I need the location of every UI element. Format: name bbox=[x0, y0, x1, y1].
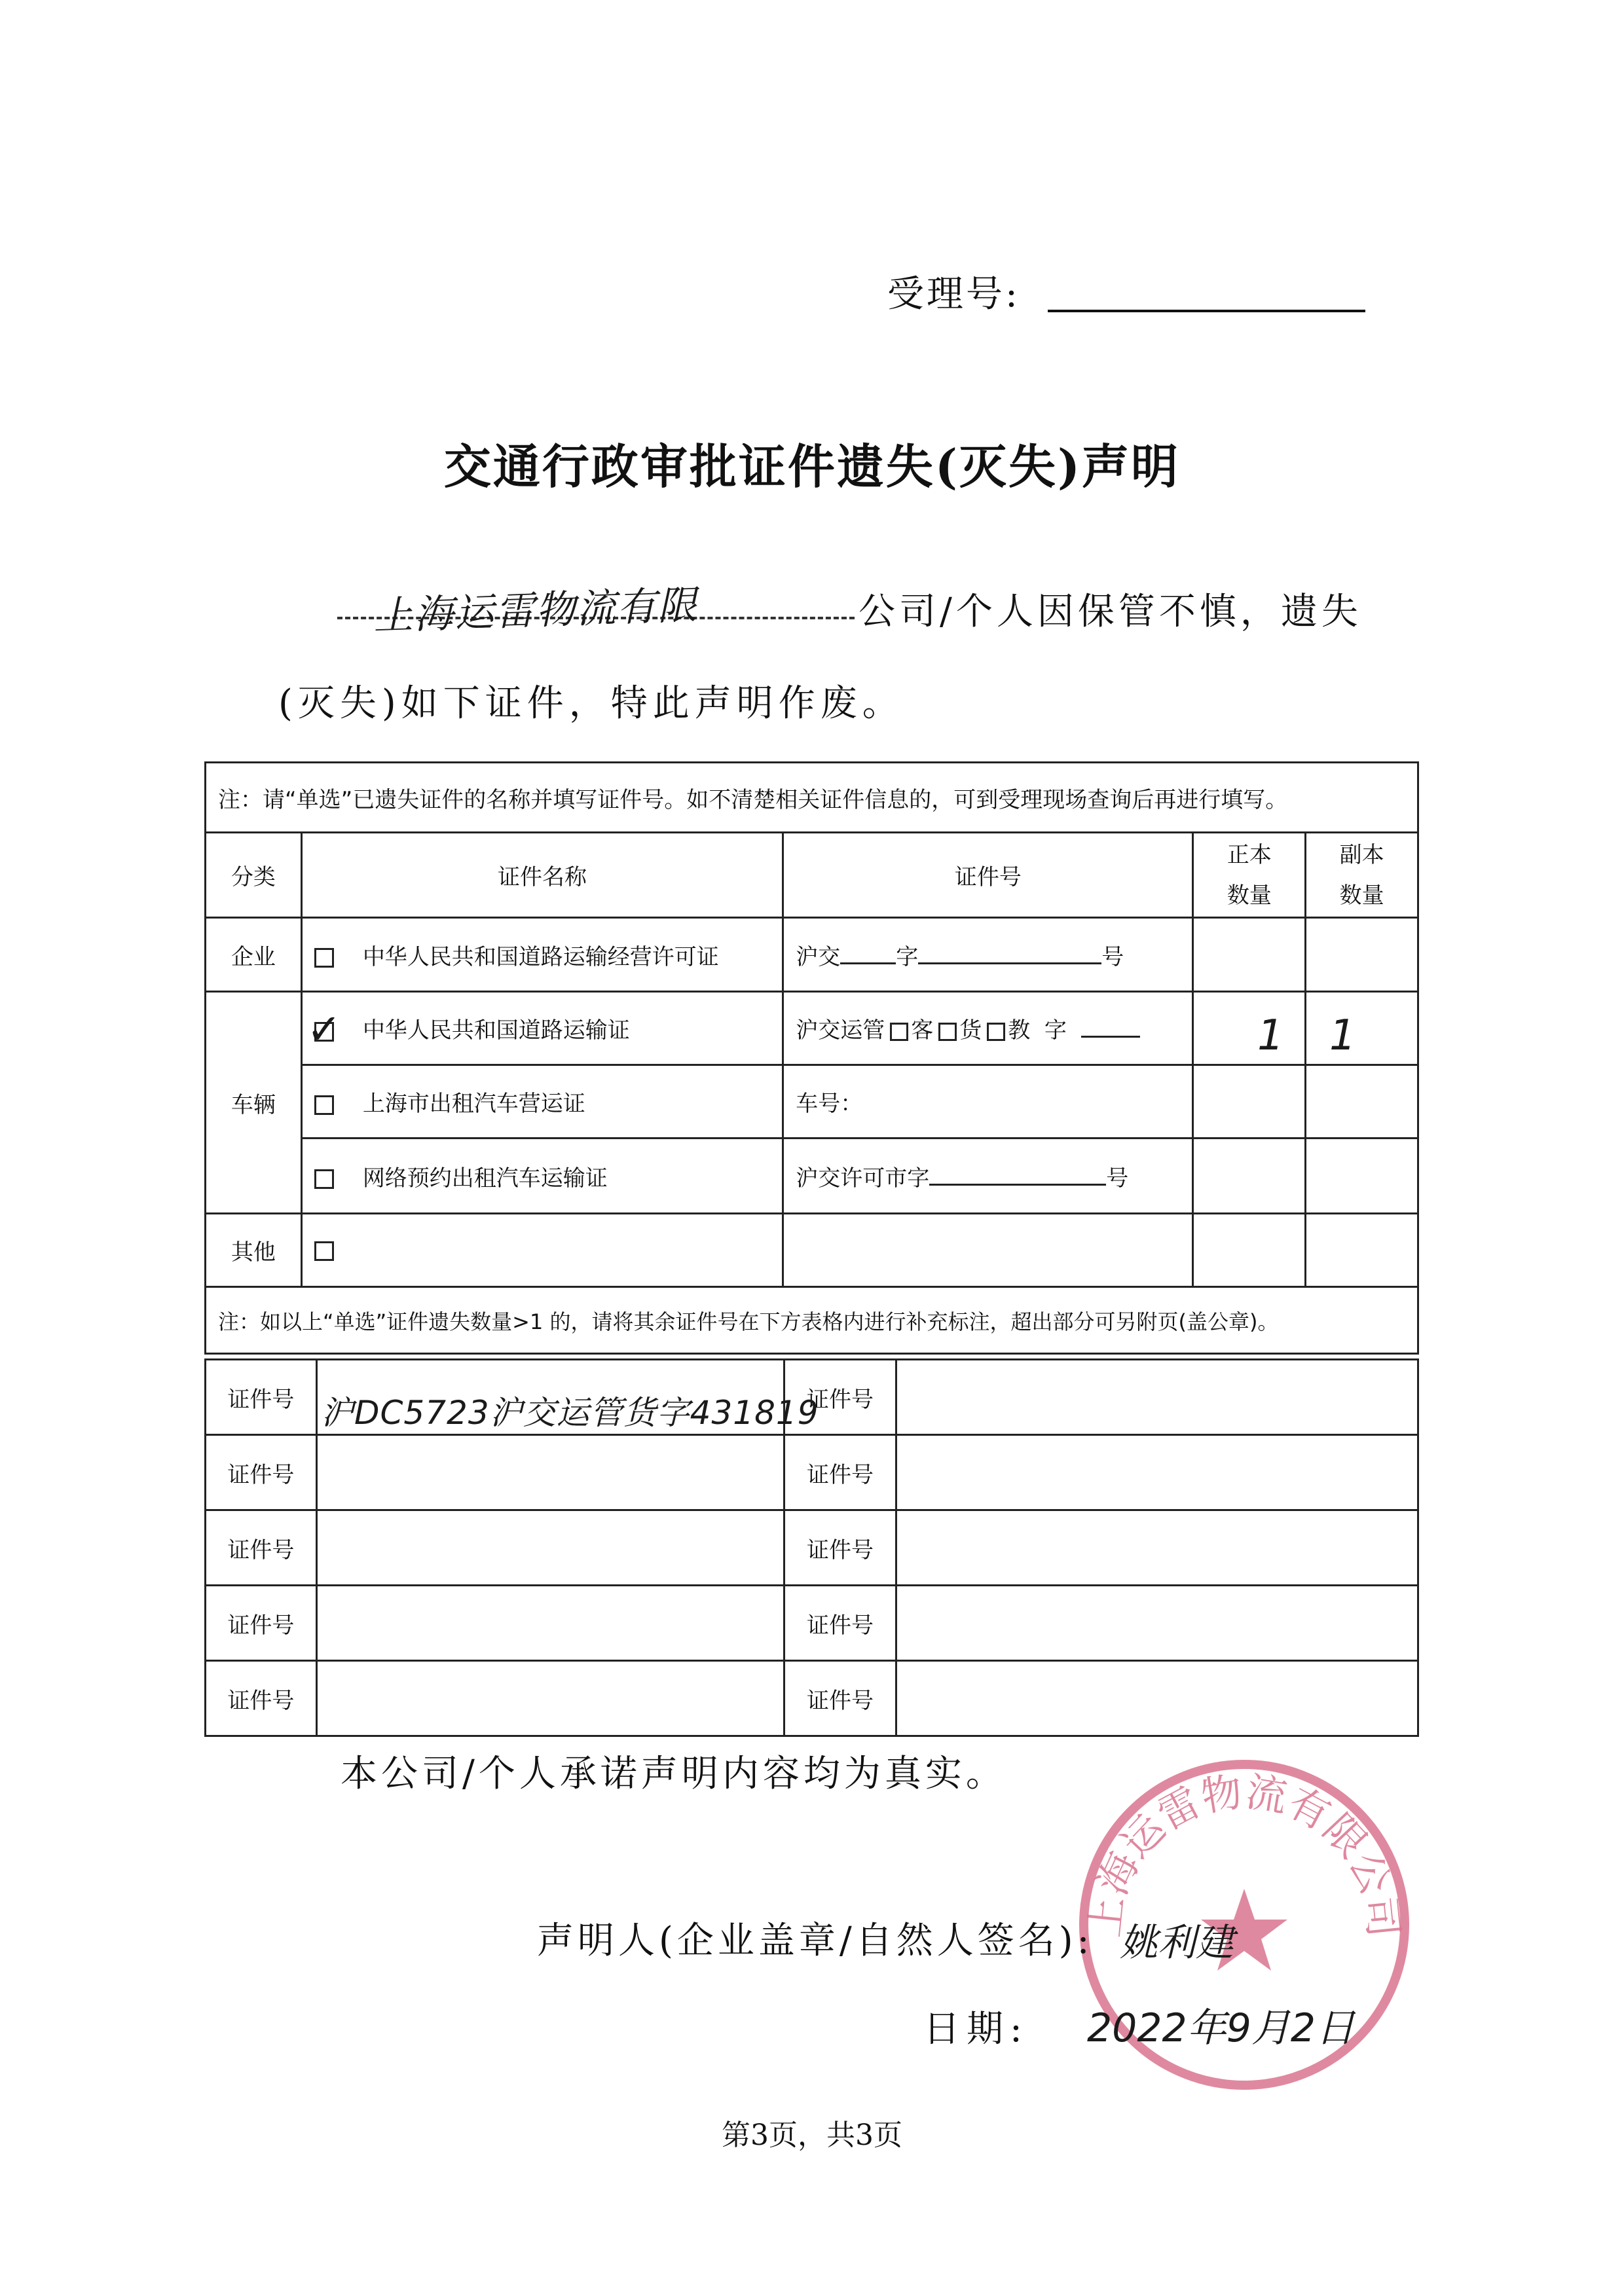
document-title: 交通行政审批证件遗失(灭失)声明 bbox=[443, 439, 1181, 494]
taxi-cert-name: 上海市出租汽车营运证 bbox=[362, 1091, 585, 1117]
extra-label: 证件号 bbox=[206, 1510, 317, 1586]
extra-label: 证件号 bbox=[784, 1510, 896, 1586]
extra-label: 证件号 bbox=[206, 1586, 317, 1661]
company-name-handwritten: 上海运雷物流有限 bbox=[373, 582, 699, 640]
taxi-checkbox[interactable] bbox=[314, 1095, 334, 1115]
online-original-qty[interactable] bbox=[1193, 1139, 1306, 1214]
header-cert-name: 证件名称 bbox=[301, 833, 783, 918]
opt-teach: 教 bbox=[1008, 1017, 1031, 1044]
online-prefix: 沪交许可市字 bbox=[796, 1165, 930, 1192]
other-copy-qty[interactable] bbox=[1306, 1214, 1418, 1287]
header-cert-number: 证件号 bbox=[783, 833, 1193, 918]
extra-value-cell[interactable] bbox=[896, 1435, 1418, 1510]
statement-line-1-suffix: 公司/个人因保管不慎，遗失 bbox=[858, 591, 1362, 633]
extra-value-cell[interactable] bbox=[316, 1510, 784, 1586]
header-category: 分类 bbox=[206, 833, 302, 918]
transport-cert-name: 中华人民共和国道路运输证 bbox=[362, 1017, 630, 1044]
declarant-label: 声明人(企业盖章/自然人签名): bbox=[537, 1920, 1094, 1962]
category-enterprise: 企业 bbox=[206, 918, 302, 992]
vehicle-transport-cell bbox=[301, 992, 783, 1065]
online-taxi-number-cell[interactable] bbox=[783, 1139, 1193, 1214]
extra-label: 证件号 bbox=[206, 1360, 317, 1435]
truth-promise: 本公司/个人承诺声明内容均为真实。 bbox=[341, 1753, 1006, 1795]
extra-value-cell[interactable] bbox=[316, 1661, 784, 1736]
online-taxi-cert-cell bbox=[301, 1139, 783, 1214]
transport-copy-qty-cell[interactable] bbox=[1306, 992, 1418, 1065]
extra-label: 证件号 bbox=[784, 1435, 896, 1510]
online-suffix: 号 bbox=[1106, 1165, 1129, 1192]
header-copy-qty: 副本 数量 bbox=[1306, 833, 1418, 918]
online-taxi-checkbox[interactable] bbox=[314, 1169, 334, 1189]
transport-original-qty: 1 bbox=[1257, 1011, 1284, 1060]
extra-label: 证件号 bbox=[784, 1360, 896, 1435]
category-other: 其他 bbox=[206, 1214, 302, 1287]
date-value: 2022年9月2日 bbox=[1087, 2005, 1356, 2051]
opt-goods: 货 bbox=[959, 1017, 982, 1044]
acceptance-number-field[interactable] bbox=[1048, 310, 1365, 312]
enterprise-prefix: 沪交 bbox=[796, 943, 841, 970]
taxi-number-cell[interactable] bbox=[783, 1065, 1193, 1139]
extra-value-cell[interactable] bbox=[896, 1360, 1418, 1435]
online-number-blank[interactable] bbox=[929, 1167, 1106, 1186]
enterprise-copy-qty[interactable] bbox=[1306, 918, 1418, 992]
enterprise-number-blank[interactable] bbox=[918, 945, 1101, 964]
enterprise-original-qty[interactable] bbox=[1193, 918, 1306, 992]
enterprise-char: 字 bbox=[896, 943, 919, 970]
category-vehicle: 车辆 bbox=[206, 992, 302, 1214]
enterprise-suffix: 号 bbox=[1101, 943, 1124, 970]
extra-value-cell[interactable] bbox=[896, 1510, 1418, 1586]
declarant-signature: 姚利建 bbox=[1120, 1920, 1234, 1965]
taxi-cert-cell bbox=[301, 1065, 783, 1139]
passenger-checkbox[interactable] bbox=[890, 1023, 908, 1041]
enterprise-cert-name: 中华人民共和国道路运输经营许可证 bbox=[362, 943, 719, 970]
enterprise-checkbox[interactable] bbox=[314, 948, 334, 968]
extra-label: 证件号 bbox=[206, 1661, 317, 1736]
enterprise-cert-cell bbox=[301, 918, 783, 992]
date-label: 日期: bbox=[923, 2008, 1029, 2050]
statement-line-2: (灭失)如下证件，特此声明作废。 bbox=[278, 682, 904, 725]
extra-value-cell[interactable] bbox=[316, 1586, 784, 1661]
other-original-qty[interactable] bbox=[1193, 1214, 1306, 1287]
transport-number-blank[interactable] bbox=[1081, 1019, 1140, 1038]
transport-prefix: 沪交运管 bbox=[796, 1017, 885, 1044]
extra-value-cell[interactable] bbox=[896, 1586, 1418, 1661]
opt-passenger: 客 bbox=[911, 1017, 934, 1044]
acceptance-number-label: 受理号: bbox=[887, 273, 1020, 316]
extra-label: 证件号 bbox=[784, 1586, 896, 1661]
table-note-bottom: 注：如以上“单选”证件遗失数量>1 的，请将其余证件号在下方表格内进行补充标注，超出部分可另附页(盖公章)。 bbox=[206, 1287, 1418, 1354]
taxi-original-qty[interactable] bbox=[1193, 1065, 1306, 1139]
online-taxi-cert-name: 网络预约出租汽车运输证 bbox=[362, 1165, 608, 1192]
other-cert-cell bbox=[301, 1214, 783, 1287]
online-copy-qty[interactable] bbox=[1306, 1139, 1418, 1214]
extra-value-cell[interactable] bbox=[896, 1661, 1418, 1736]
taxi-copy-qty[interactable] bbox=[1306, 1065, 1418, 1139]
other-checkbox[interactable] bbox=[314, 1241, 334, 1261]
table-note-top: 注：请“单选”已遗失证件的名称并填写证件号。如不清楚相关证件信息的，可到受理现场查询后再进行填写。 bbox=[206, 763, 1418, 833]
header-original-qty: 正本 数量 bbox=[1193, 833, 1306, 918]
transport-checkmark: ✓ bbox=[306, 1006, 342, 1054]
teach-checkbox[interactable] bbox=[987, 1023, 1005, 1041]
transport-number-cell[interactable] bbox=[783, 992, 1193, 1065]
transport-copy-qty: 1 bbox=[1329, 1011, 1356, 1060]
taxi-plate-label: 车号： bbox=[796, 1091, 863, 1117]
extra-value-cell[interactable] bbox=[316, 1435, 784, 1510]
seal-text: 上海运雷物流有限公司 bbox=[1080, 1767, 1408, 1940]
goods-checkbox[interactable] bbox=[938, 1023, 957, 1041]
other-number-cell[interactable] bbox=[783, 1214, 1193, 1287]
extra-label: 证件号 bbox=[784, 1661, 896, 1736]
extra-label: 证件号 bbox=[206, 1435, 317, 1510]
enterprise-char-blank[interactable] bbox=[840, 945, 896, 964]
enterprise-number-cell[interactable] bbox=[783, 918, 1193, 992]
certificate-table bbox=[204, 761, 1419, 1355]
page-footer: 第3页，共3页 bbox=[722, 2119, 902, 2152]
extra-cert-number-handwritten: 沪DC5723沪交运管货字431819 bbox=[321, 1394, 819, 1432]
transport-original-qty-cell[interactable] bbox=[1193, 992, 1306, 1065]
opt-char: 字 bbox=[1044, 1017, 1067, 1044]
